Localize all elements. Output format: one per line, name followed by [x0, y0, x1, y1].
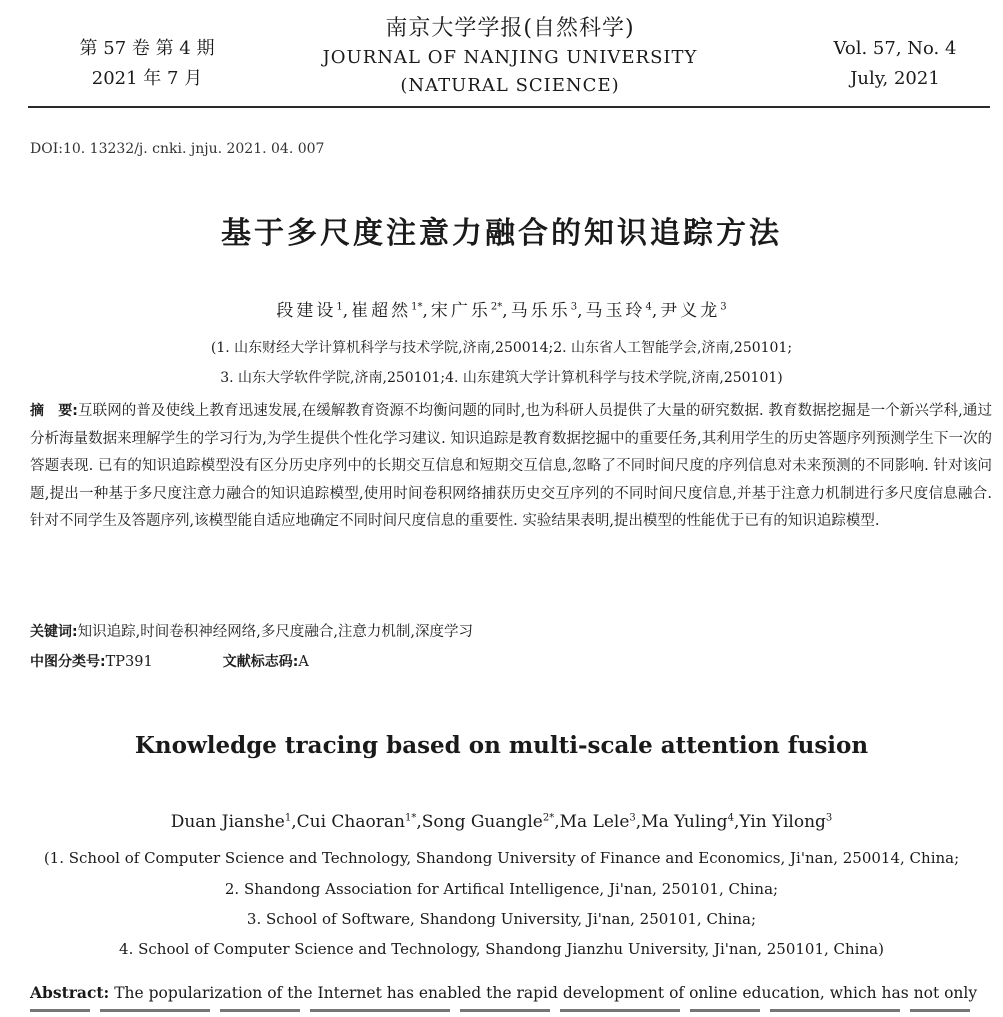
header-divider: [28, 106, 990, 108]
author-en-separator: ,: [635, 812, 642, 832]
author-en-affiliation-mark: 1*: [404, 812, 417, 824]
affiliation-line-en-2: 2. Shandong Association for Artifical Intelligence, Ji'nan, 250101, China;: [224, 880, 779, 898]
date-en: July, 2021: [850, 68, 940, 89]
affiliation-line-cn-1: (1. 山东财经大学计算机科学与技术学院,济南,250014;2. 山东省人工智能学会,济南,250101;: [210, 340, 793, 356]
author-cn-separator: ,: [502, 301, 511, 321]
author-en-affiliation-mark: 1: [284, 812, 292, 824]
author-cn-separator: ,: [651, 301, 661, 321]
author-cn-name: 马玉玲: [585, 301, 646, 321]
author-cn-affiliation-mark: 3: [720, 301, 727, 313]
author-cn-name: 马乐乐: [510, 301, 571, 321]
issue-info-cn: [62, 34, 232, 94]
affiliation-line-en-1: (1. School of Computer Science and Technology, Shandong University of Finance and Economics, Ji'nan, 250014, China;: [43, 849, 960, 867]
author-cn-affiliation-mark: 3: [570, 301, 578, 313]
author-en-name: Ma Lele: [559, 812, 630, 832]
author-en-separator: ,: [291, 812, 297, 832]
author-en-separator: ,: [554, 812, 560, 832]
author-en-name: Duan Jianshe: [170, 812, 285, 832]
author-en-affiliation-mark: 3: [825, 812, 833, 824]
clc-value: TP391: [105, 654, 153, 670]
doc-code-value: A: [298, 654, 309, 670]
abstract-cn: [30, 398, 992, 536]
date-cn: 2021 年 7 月: [91, 68, 203, 89]
journal-subtitle-en: (NATURAL SCIENCE): [400, 75, 620, 96]
volume-issue-cn: 第 57 卷 第 4 期: [79, 38, 215, 59]
keywords-label-cn: 关键词:: [30, 624, 78, 640]
keywords-text-cn: 知识追踪,时间卷积神经网络,多尺度融合,注意力机制,深度学习: [77, 624, 474, 640]
author-en-separator: ,: [733, 812, 740, 832]
abstract-label-en: Abstract:: [30, 983, 110, 1002]
affiliation-line-en-4: 4. School of Computer Science and Technology, Shandong Jianzhu University, Ji'nan, 250101, China): [119, 940, 884, 958]
clc-label: 中图分类号:: [30, 654, 106, 670]
author-cn-name: 宋广乐: [430, 301, 491, 321]
journal-name-cn: 南京大学学报(自然科学): [385, 16, 635, 41]
abstract-en: [30, 980, 992, 1006]
author-en-name: Yin Yilong: [739, 812, 826, 832]
author-cn-separator: ,: [422, 301, 431, 321]
classification-cn: [30, 648, 730, 676]
abstract-label-cn: 摘 要:: [30, 403, 78, 419]
keywords-cn: [30, 618, 473, 646]
abstract-text-en: The popularization of the Internet has enabled the rapid development of online education, which has not only: [114, 984, 978, 1002]
author-cn-separator: ,: [577, 301, 586, 321]
author-en-name: Ma Yuling: [641, 812, 728, 832]
author-cn-affiliation-mark: 1*: [411, 301, 423, 313]
volume-issue-en: Vol. 57, No. 4: [833, 38, 957, 59]
doi: DOI:10. 13232/j. cnki. jnju. 2021. 04. 007: [30, 141, 325, 157]
author-cn-name: 段建设: [276, 301, 337, 321]
author-en-separator: ,: [416, 812, 422, 832]
issue-info-en: [800, 34, 990, 94]
author-en-affiliation-mark: 4: [727, 812, 734, 824]
paper-title-en: Knowledge tracing based on multi-scale attention fusion: [134, 732, 869, 759]
author-cn-affiliation-mark: 1: [336, 301, 343, 313]
cut-off-text-line: [30, 1009, 992, 1017]
author-cn-affiliation-mark: 2*: [490, 301, 503, 313]
author-en-name: Cui Chaoran: [296, 812, 405, 832]
journal-name-en: JOURNAL OF NANJING UNIVERSITY: [322, 47, 698, 68]
abstract-text-cn: 互联网的普及使线上教育迅速发展,在缓解教育资源不均衡问题的同时,也为科研人员提供了大量的研究数据. 教育数据挖掘是一个新兴学科,通过分析海量数据来理解学生的学习行为,为学生提供个性化学习建议. 知识追踪是教育数据挖掘中的重要任务,其利用学生的历史答题序列预测学生下一次的答题表现. 已有的知识追踪模型没有区分历史序列中的长期交互信息和短期交互信息,忽略了不同时间尺度的序列信息对未来预测的不同影响. 针对该问题,提出一种基于多尺度注意力融合的知识追踪模型,使用时间卷积网络捕获历史交互序列的不同时间尺度信息,并基于注意力机制进行多尺度信息融合. 针对不同学生及答题序列,该模型能自适应地确定不同时间尺度信息的重要性. 实验结果表明,提出模型的性能优于已有的知识追踪模型.: [30, 403, 992, 529]
journal-masthead: [280, 14, 740, 100]
author-cn-affiliation-mark: 4: [645, 301, 652, 313]
author-cn-separator: ,: [342, 301, 352, 321]
author-en-affiliation-mark: 3: [629, 812, 636, 824]
author-en-affiliation-mark: 2*: [542, 812, 555, 824]
author-list-en: [0, 812, 1003, 832]
author-en-name: Song Guangle: [421, 812, 543, 832]
affiliation-line-cn-2: 3. 山东大学软件学院,济南,250101;4. 山东建筑大学计算机科学与技术学院,济南,250101): [220, 370, 783, 386]
affiliation-line-en-3: 3. School of Software, Shandong University, Ji'nan, 250101, China;: [246, 910, 757, 928]
doc-code-label: 文献标志码:: [222, 654, 299, 670]
paper-title-cn: 基于多尺度注意力融合的知识追踪方法: [221, 216, 782, 251]
author-cn-name: 尹义龙: [660, 301, 721, 321]
author-list-cn: [0, 296, 1003, 321]
author-cn-name: 崔超然: [351, 301, 412, 321]
